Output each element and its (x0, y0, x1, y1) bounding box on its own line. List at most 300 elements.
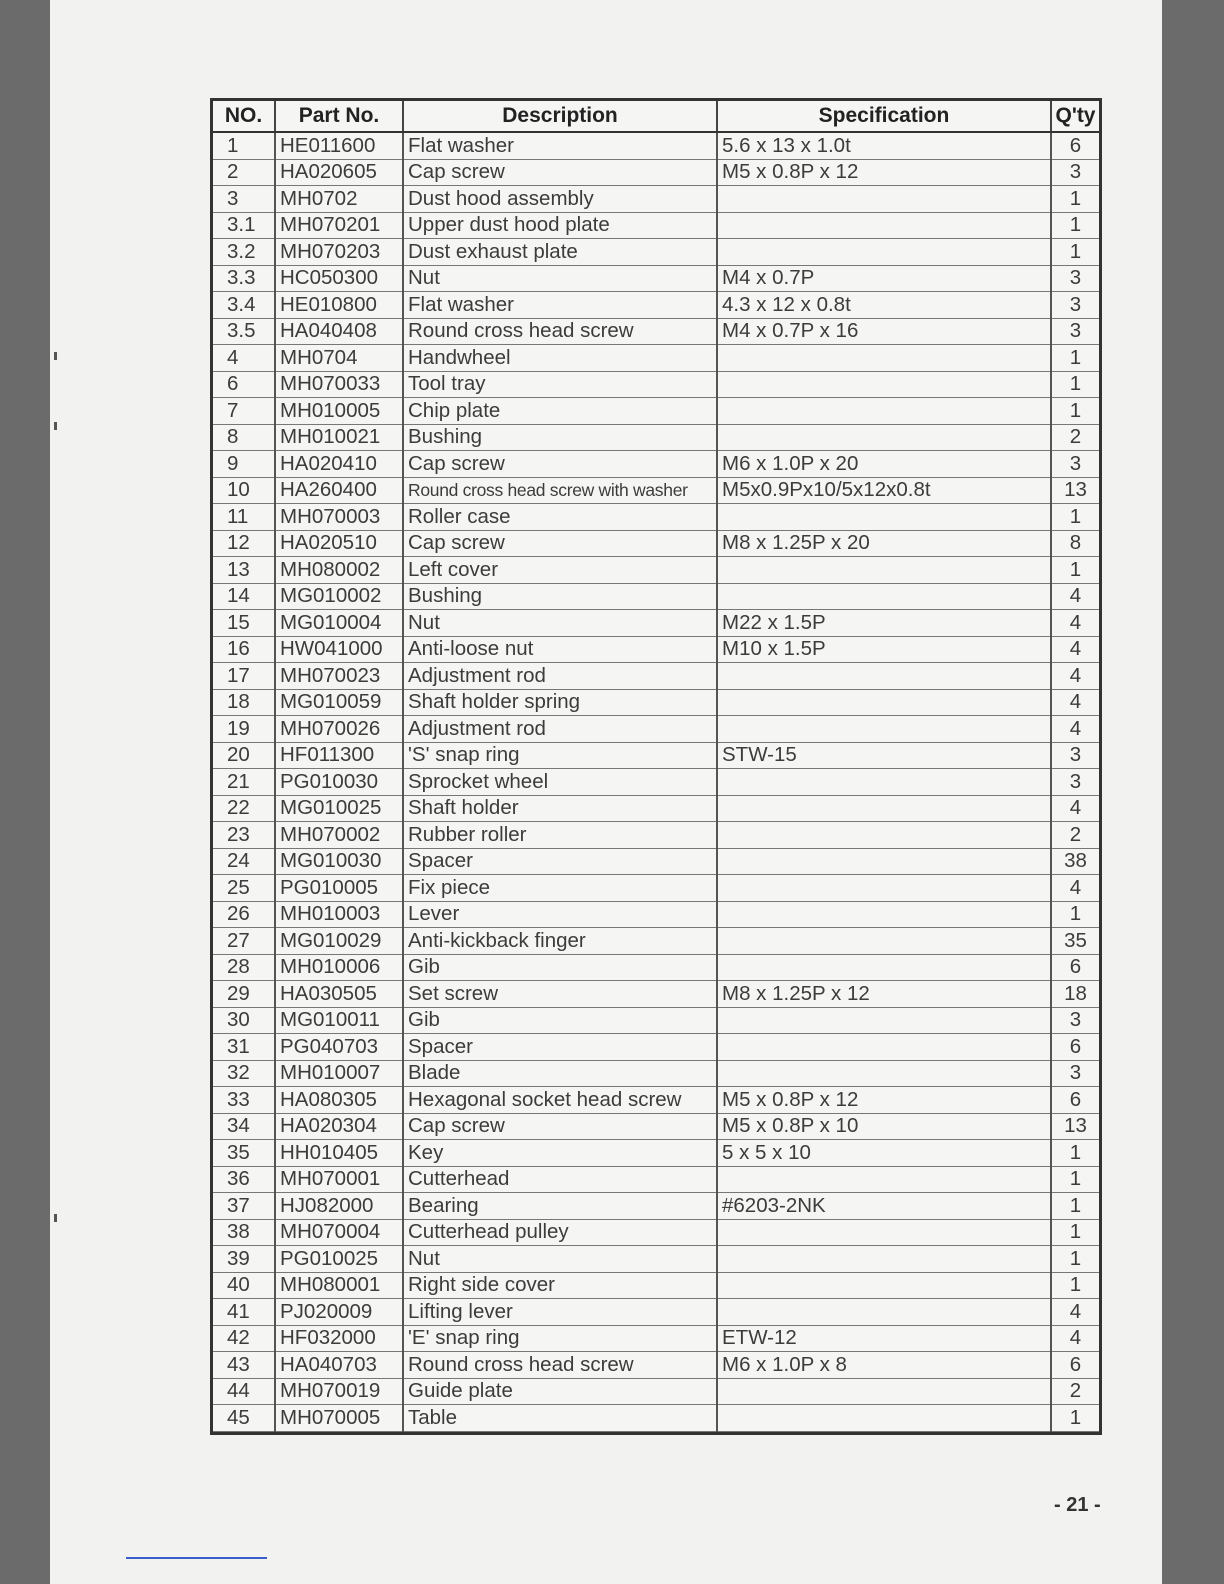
table-row (213, 132, 1099, 159)
table-row (213, 371, 1099, 398)
cell-part-no: MH070019 (275, 1378, 403, 1405)
cell-qty: 3 (1051, 265, 1099, 292)
cell-specification: M8 x 1.25P x 20 (717, 530, 1051, 557)
cell-description: Round cross head screw (403, 318, 717, 345)
cell-description: Dust exhaust plate (403, 239, 717, 266)
cell-part-no: MG010002 (275, 583, 403, 610)
cell-no: 44 (213, 1378, 275, 1405)
cell-qty: 4 (1051, 610, 1099, 637)
cell-no: 17 (213, 663, 275, 690)
scan-mark (54, 352, 57, 360)
cell-description: Adjustment rod (403, 663, 717, 690)
cell-part-no: MG010025 (275, 795, 403, 822)
table-row (213, 1378, 1099, 1405)
table-row (213, 1034, 1099, 1061)
table-row (213, 1246, 1099, 1273)
cell-specification: M4 x 0.7P (717, 265, 1051, 292)
cell-specification (717, 848, 1051, 875)
cell-part-no: MH070005 (275, 1405, 403, 1432)
cell-part-no: HH010405 (275, 1140, 403, 1167)
cell-part-no: HA020304 (275, 1113, 403, 1140)
cell-specification: M5x0.9Px10/5x12x0.8t (717, 477, 1051, 504)
cell-specification (717, 345, 1051, 372)
cell-part-no: MH010003 (275, 901, 403, 928)
cell-part-no: HA020410 (275, 451, 403, 478)
cell-no: 6 (213, 371, 275, 398)
cell-specification (717, 212, 1051, 239)
cell-specification: M5 x 0.8P x 10 (717, 1113, 1051, 1140)
cell-part-no: MH0704 (275, 345, 403, 372)
cell-no: 3.1 (213, 212, 275, 239)
cell-part-no: HJ082000 (275, 1193, 403, 1220)
table-row (213, 769, 1099, 796)
cell-part-no: HA080305 (275, 1087, 403, 1114)
cell-qty: 4 (1051, 716, 1099, 743)
cell-specification (717, 1378, 1051, 1405)
table-row (213, 689, 1099, 716)
cell-no: 35 (213, 1140, 275, 1167)
cell-part-no: PG010025 (275, 1246, 403, 1273)
cell-specification (717, 1405, 1051, 1432)
cell-part-no: MH070003 (275, 504, 403, 531)
cell-part-no: MG010029 (275, 928, 403, 955)
cell-qty: 2 (1051, 1378, 1099, 1405)
cell-no: 15 (213, 610, 275, 637)
cell-specification (717, 716, 1051, 743)
table-row (213, 1352, 1099, 1379)
cell-qty: 3 (1051, 769, 1099, 796)
cell-specification (717, 398, 1051, 425)
cell-no: 20 (213, 742, 275, 769)
cell-description: Bushing (403, 583, 717, 610)
cell-description: Cutterhead (403, 1166, 717, 1193)
table-row (213, 848, 1099, 875)
cell-no: 3.5 (213, 318, 275, 345)
cell-qty: 1 (1051, 212, 1099, 239)
cell-part-no: MH070001 (275, 1166, 403, 1193)
cell-part-no: HA020605 (275, 159, 403, 186)
document-page (50, 0, 1162, 1584)
cell-no: 36 (213, 1166, 275, 1193)
table-row (213, 398, 1099, 425)
cell-specification (717, 1060, 1051, 1087)
cell-no: 3.4 (213, 292, 275, 319)
table-row (213, 424, 1099, 451)
table-row (213, 610, 1099, 637)
table-row (213, 318, 1099, 345)
cell-qty: 6 (1051, 132, 1099, 159)
table-row (213, 1299, 1099, 1326)
cell-no: 45 (213, 1405, 275, 1432)
cell-qty: 4 (1051, 875, 1099, 902)
table-row (213, 742, 1099, 769)
cell-qty: 1 (1051, 557, 1099, 584)
table-row (213, 504, 1099, 531)
cell-part-no: PG040703 (275, 1034, 403, 1061)
cell-specification: M4 x 0.7P x 16 (717, 318, 1051, 345)
cell-part-no: MG010059 (275, 689, 403, 716)
cell-no: 38 (213, 1219, 275, 1246)
cell-part-no: MH0702 (275, 186, 403, 213)
cell-specification (717, 1219, 1051, 1246)
cell-no: 34 (213, 1113, 275, 1140)
cell-description: Left cover (403, 557, 717, 584)
cell-description: Lever (403, 901, 717, 928)
cell-description: Bushing (403, 424, 717, 451)
cell-qty: 2 (1051, 424, 1099, 451)
table-row (213, 1007, 1099, 1034)
cell-qty: 38 (1051, 848, 1099, 875)
cell-no: 13 (213, 557, 275, 584)
cell-description: Key (403, 1140, 717, 1167)
cell-specification: ETW-12 (717, 1325, 1051, 1352)
cell-no: 42 (213, 1325, 275, 1352)
table-row (213, 186, 1099, 213)
cell-specification: M6 x 1.0P x 8 (717, 1352, 1051, 1379)
cell-no: 18 (213, 689, 275, 716)
cell-no: 31 (213, 1034, 275, 1061)
table-row (213, 1219, 1099, 1246)
header-part-no: Part No. (275, 101, 403, 132)
cell-no: 8 (213, 424, 275, 451)
table-row (213, 292, 1099, 319)
table-row (213, 716, 1099, 743)
cell-description: Right side cover (403, 1272, 717, 1299)
cell-part-no: HF032000 (275, 1325, 403, 1352)
cell-no: 28 (213, 954, 275, 981)
cell-qty: 1 (1051, 1272, 1099, 1299)
cell-no: 24 (213, 848, 275, 875)
cell-specification (717, 689, 1051, 716)
cell-description: Cap screw (403, 530, 717, 557)
scan-mark (54, 1214, 57, 1222)
cell-qty: 1 (1051, 239, 1099, 266)
cell-qty: 6 (1051, 954, 1099, 981)
cell-specification (717, 583, 1051, 610)
cell-description: Fix piece (403, 875, 717, 902)
cell-qty: 1 (1051, 1246, 1099, 1273)
cell-qty: 3 (1051, 1007, 1099, 1034)
cell-description: Round cross head screw with washer (403, 477, 717, 504)
cell-description: Hexagonal socket head screw (403, 1087, 717, 1114)
cell-part-no: HE011600 (275, 132, 403, 159)
cell-specification: M8 x 1.25P x 12 (717, 981, 1051, 1008)
cell-specification (717, 954, 1051, 981)
cell-specification: 4.3 x 12 x 0.8t (717, 292, 1051, 319)
cell-description: 'E' snap ring (403, 1325, 717, 1352)
parts-table (213, 101, 1099, 1432)
header-no: NO. (213, 101, 275, 132)
table-row (213, 212, 1099, 239)
cell-no: 29 (213, 981, 275, 1008)
parts-list (210, 98, 1102, 1435)
table-row (213, 1113, 1099, 1140)
cell-no: 37 (213, 1193, 275, 1220)
table-row (213, 530, 1099, 557)
header-specification: Specification (717, 101, 1051, 132)
cell-specification (717, 557, 1051, 584)
cell-no: 10 (213, 477, 275, 504)
cell-no: 19 (213, 716, 275, 743)
cell-part-no: MH070002 (275, 822, 403, 849)
cell-specification (717, 1246, 1051, 1273)
cell-part-no: PG010030 (275, 769, 403, 796)
cell-qty: 1 (1051, 186, 1099, 213)
table-row (213, 583, 1099, 610)
table-row (213, 875, 1099, 902)
cell-description: 'S' snap ring (403, 742, 717, 769)
cell-no: 27 (213, 928, 275, 955)
cell-qty: 3 (1051, 159, 1099, 186)
scan-mark (54, 422, 57, 430)
cell-specification (717, 1166, 1051, 1193)
cell-part-no: HE010800 (275, 292, 403, 319)
cell-specification (717, 795, 1051, 822)
cell-no: 3.2 (213, 239, 275, 266)
cell-description: Table (403, 1405, 717, 1432)
cell-no: 30 (213, 1007, 275, 1034)
cell-qty: 1 (1051, 1405, 1099, 1432)
cell-qty: 4 (1051, 689, 1099, 716)
cell-specification (717, 822, 1051, 849)
cell-specification: M6 x 1.0P x 20 (717, 451, 1051, 478)
cell-specification: 5.6 x 13 x 1.0t (717, 132, 1051, 159)
table-row (213, 239, 1099, 266)
cell-description: Flat washer (403, 132, 717, 159)
cell-specification (717, 239, 1051, 266)
table-row (213, 1325, 1099, 1352)
cell-qty: 13 (1051, 477, 1099, 504)
cell-part-no: MH070201 (275, 212, 403, 239)
cell-part-no: MG010011 (275, 1007, 403, 1034)
table-row (213, 477, 1099, 504)
cell-qty: 3 (1051, 292, 1099, 319)
cell-specification (717, 186, 1051, 213)
cell-no: 3 (213, 186, 275, 213)
cell-qty: 8 (1051, 530, 1099, 557)
cell-no: 40 (213, 1272, 275, 1299)
cell-qty: 2 (1051, 822, 1099, 849)
cell-description: Dust hood assembly (403, 186, 717, 213)
cell-no: 2 (213, 159, 275, 186)
cell-description: Round cross head screw (403, 1352, 717, 1379)
cell-part-no: MH070203 (275, 239, 403, 266)
table-row (213, 557, 1099, 584)
cell-description: Gib (403, 1007, 717, 1034)
cell-description: Handwheel (403, 345, 717, 372)
table-row (213, 345, 1099, 372)
cell-description: Spacer (403, 1034, 717, 1061)
table-row (213, 1060, 1099, 1087)
cell-part-no: MH070023 (275, 663, 403, 690)
cell-description: Flat washer (403, 292, 717, 319)
cell-description: Bearing (403, 1193, 717, 1220)
table-row (213, 822, 1099, 849)
cell-specification: M22 x 1.5P (717, 610, 1051, 637)
cell-qty: 1 (1051, 504, 1099, 531)
cell-part-no: HF011300 (275, 742, 403, 769)
cell-description: Adjustment rod (403, 716, 717, 743)
cell-specification (717, 769, 1051, 796)
cell-specification (717, 1299, 1051, 1326)
cell-no: 41 (213, 1299, 275, 1326)
cell-qty: 1 (1051, 1219, 1099, 1246)
cell-description: Nut (403, 1246, 717, 1273)
cell-specification (717, 875, 1051, 902)
cell-specification (717, 371, 1051, 398)
cell-specification: M10 x 1.5P (717, 636, 1051, 663)
cell-part-no: HC050300 (275, 265, 403, 292)
cell-specification: 5 x 5 x 10 (717, 1140, 1051, 1167)
cell-part-no: MH070004 (275, 1219, 403, 1246)
cell-qty: 1 (1051, 901, 1099, 928)
cell-part-no: MH010007 (275, 1060, 403, 1087)
table-row (213, 795, 1099, 822)
cell-description: Sprocket wheel (403, 769, 717, 796)
cell-qty: 18 (1051, 981, 1099, 1008)
cell-description: Spacer (403, 848, 717, 875)
cell-part-no: MH010005 (275, 398, 403, 425)
table-row (213, 981, 1099, 1008)
cell-qty: 3 (1051, 318, 1099, 345)
cell-specification: STW-15 (717, 742, 1051, 769)
cell-qty: 3 (1051, 451, 1099, 478)
cell-part-no: HA040703 (275, 1352, 403, 1379)
header-qty: Q'ty (1051, 101, 1099, 132)
cell-no: 4 (213, 345, 275, 372)
cell-description: Anti-loose nut (403, 636, 717, 663)
cell-description: Gib (403, 954, 717, 981)
cell-part-no: MG010004 (275, 610, 403, 637)
cell-part-no: MH080002 (275, 557, 403, 584)
table-row (213, 1140, 1099, 1167)
cell-description: Guide plate (403, 1378, 717, 1405)
cell-qty: 4 (1051, 636, 1099, 663)
cell-no: 22 (213, 795, 275, 822)
cell-part-no: HA020510 (275, 530, 403, 557)
table-header-row (213, 101, 1099, 132)
footer-rule (126, 1557, 267, 1559)
cell-no: 21 (213, 769, 275, 796)
cell-description: Chip plate (403, 398, 717, 425)
cell-qty: 6 (1051, 1352, 1099, 1379)
cell-description: Blade (403, 1060, 717, 1087)
cell-specification (717, 901, 1051, 928)
cell-description: Cap screw (403, 451, 717, 478)
cell-qty: 4 (1051, 663, 1099, 690)
table-row (213, 159, 1099, 186)
cell-description: Shaft holder spring (403, 689, 717, 716)
cell-qty: 4 (1051, 1325, 1099, 1352)
table-row (213, 265, 1099, 292)
cell-specification (717, 1007, 1051, 1034)
cell-description: Nut (403, 265, 717, 292)
cell-part-no: MH010006 (275, 954, 403, 981)
table-row (213, 928, 1099, 955)
cell-specification (717, 424, 1051, 451)
cell-qty: 1 (1051, 371, 1099, 398)
cell-description: Upper dust hood plate (403, 212, 717, 239)
table-row (213, 1087, 1099, 1114)
table-row (213, 954, 1099, 981)
cell-no: 33 (213, 1087, 275, 1114)
table-row (213, 901, 1099, 928)
cell-no: 23 (213, 822, 275, 849)
cell-no: 39 (213, 1246, 275, 1273)
cell-qty: 35 (1051, 928, 1099, 955)
cell-part-no: HW041000 (275, 636, 403, 663)
table-body (213, 132, 1099, 1431)
cell-specification (717, 928, 1051, 955)
cell-qty: 13 (1051, 1113, 1099, 1140)
cell-qty: 4 (1051, 1299, 1099, 1326)
cell-description: Cutterhead pulley (403, 1219, 717, 1246)
table-row (213, 636, 1099, 663)
table-row (213, 1272, 1099, 1299)
cell-qty: 4 (1051, 583, 1099, 610)
cell-no: 12 (213, 530, 275, 557)
cell-qty: 6 (1051, 1087, 1099, 1114)
page-number: - 21 - (1054, 1494, 1101, 1516)
cell-specification (717, 504, 1051, 531)
cell-qty: 1 (1051, 1193, 1099, 1220)
cell-specification: M5 x 0.8P x 12 (717, 1087, 1051, 1114)
cell-qty: 3 (1051, 742, 1099, 769)
cell-qty: 1 (1051, 1140, 1099, 1167)
cell-part-no: MH070026 (275, 716, 403, 743)
cell-specification (717, 1272, 1051, 1299)
cell-part-no: PG010005 (275, 875, 403, 902)
table-row (213, 451, 1099, 478)
cell-specification: #6203-2NK (717, 1193, 1051, 1220)
cell-no: 25 (213, 875, 275, 902)
table-row (213, 1405, 1099, 1432)
cell-no: 16 (213, 636, 275, 663)
cell-description: Shaft holder (403, 795, 717, 822)
cell-qty: 4 (1051, 795, 1099, 822)
header-description: Description (403, 101, 717, 132)
cell-part-no: HA040408 (275, 318, 403, 345)
cell-part-no: MH010021 (275, 424, 403, 451)
cell-description: Nut (403, 610, 717, 637)
cell-part-no: MH070033 (275, 371, 403, 398)
cell-no: 9 (213, 451, 275, 478)
cell-qty: 1 (1051, 345, 1099, 372)
cell-no: 43 (213, 1352, 275, 1379)
cell-qty: 6 (1051, 1034, 1099, 1061)
cell-no: 14 (213, 583, 275, 610)
cell-specification: M5 x 0.8P x 12 (717, 159, 1051, 186)
cell-qty: 3 (1051, 1060, 1099, 1087)
cell-specification (717, 663, 1051, 690)
cell-part-no: MH080001 (275, 1272, 403, 1299)
cell-description: Anti-kickback finger (403, 928, 717, 955)
cell-description: Rubber roller (403, 822, 717, 849)
cell-no: 11 (213, 504, 275, 531)
cell-description: Set screw (403, 981, 717, 1008)
table-row (213, 1166, 1099, 1193)
cell-qty: 1 (1051, 398, 1099, 425)
cell-no: 3.3 (213, 265, 275, 292)
cell-qty: 1 (1051, 1166, 1099, 1193)
cell-no: 26 (213, 901, 275, 928)
cell-part-no: HA260400 (275, 477, 403, 504)
cell-part-no: HA030505 (275, 981, 403, 1008)
cell-description: Tool tray (403, 371, 717, 398)
cell-part-no: MG010030 (275, 848, 403, 875)
table-row (213, 1193, 1099, 1220)
cell-no: 1 (213, 132, 275, 159)
